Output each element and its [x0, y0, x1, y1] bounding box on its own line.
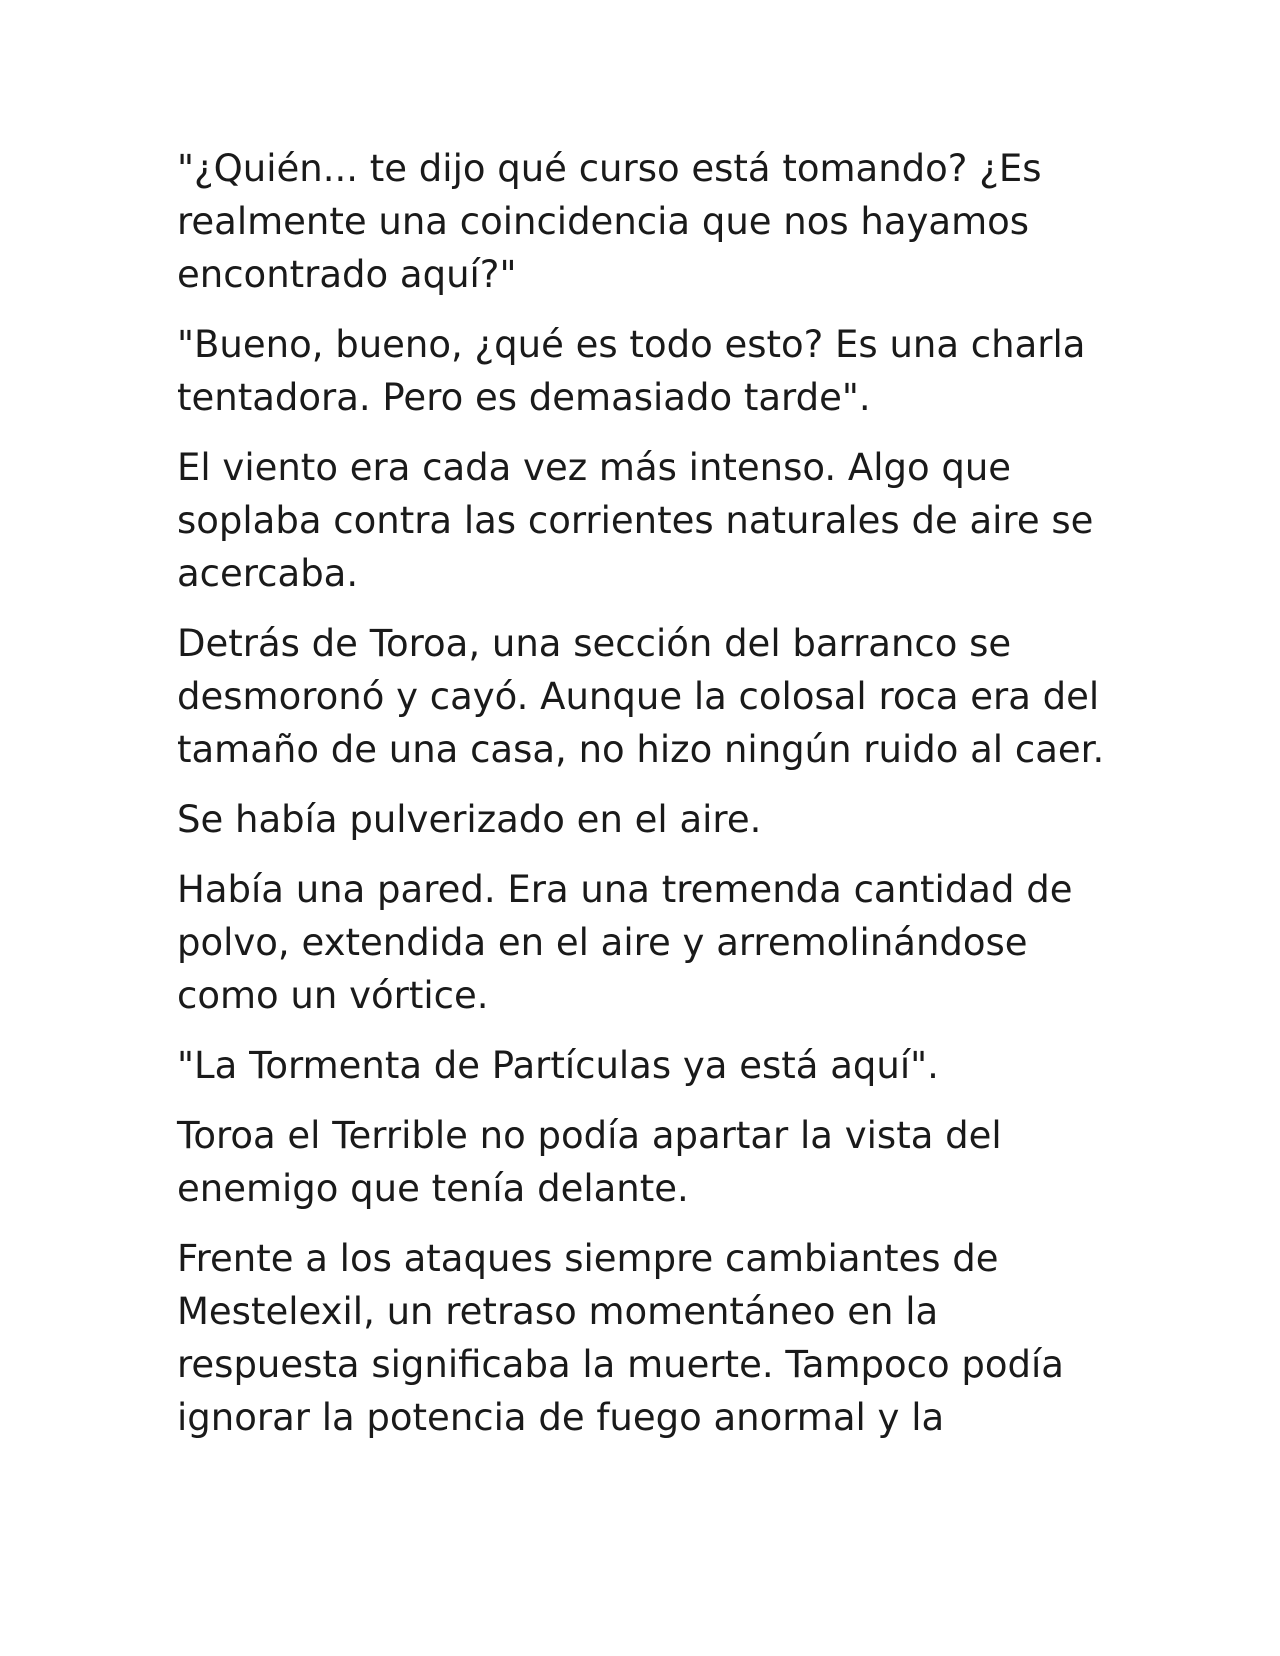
paragraph: Detrás de Toroa, una sección del barranco se desmoronó y cayó. Aunque la colosal roca era del tamaño de una casa, no hizo ningún ruido al caer. [177, 622, 1105, 771]
paragraph: Frente a los ataques siempre cambiantes de Mestelexil, un retraso momentáneo en la respuesta significaba la muerte. Tampoco podía ignorar la potencia de fuego anormal y la [177, 1237, 1064, 1439]
paragraph: Se había pulverizado en el aire. [177, 798, 762, 841]
paragraph: El viento era cada vez más intenso. Algo que soplaba contra las corrientes naturales de aire se acercaba. [177, 446, 1094, 595]
paragraph: Había una pared. Era una tremenda cantidad de polvo, extendida en el aire y arremolinándose como un vórtice. [177, 868, 1073, 1017]
paragraph: "¿Quién... te dijo qué curso está tomando? ¿Es realmente una coincidencia que nos hayamos encontrado aquí?" [177, 147, 1042, 296]
paragraph: "La Tormenta de Partículas ya está aquí". [177, 1044, 939, 1087]
paragraph: Toroa el Terrible no podía apartar la vista del enemigo que tenía delante. [177, 1114, 1002, 1210]
paragraph: "Bueno, bueno, ¿qué es todo esto? Es una charla tentadora. Pero es demasiado tarde". [177, 323, 1086, 419]
text-body [177, 142, 1112, 1461]
